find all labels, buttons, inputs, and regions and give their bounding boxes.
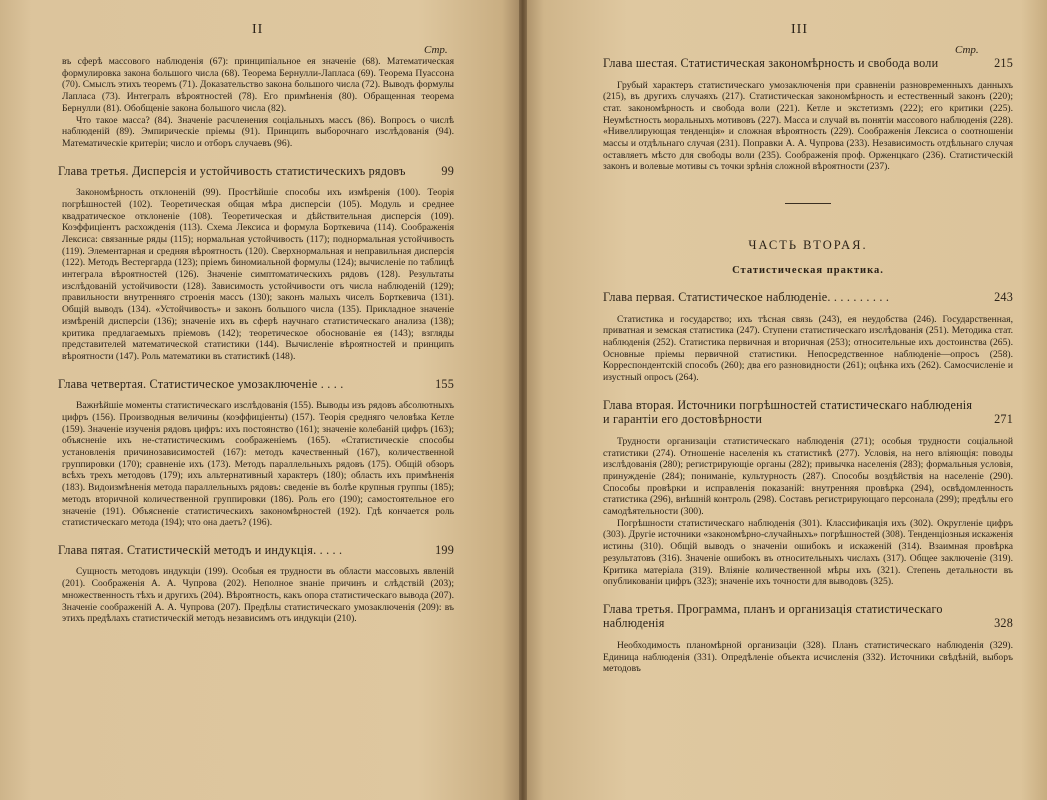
page-column-label: Стр. <box>424 44 448 56</box>
chapter-description: Грубый характеръ статистическаго умозаключенія при сравненіи разновременныхъ данныхъ (215), въ другихъ случаяхъ (217). Статистическая закономѣрность и естественный законъ (220); стат. закономѣрность и свобода воли (221). Кетле и экстетизмъ (222); его критики (225). Неумѣстность моральныхъ мотивовъ (227). Масса и случай въ понятіи массового наблюденія (228). «Нивеллирующая тенденція» и сложная вѣроятность (229). Соображенія Лексиса о соотношеніи массы и отдѣльнаго случая (231). Поправки А. А. Чупрова (233). Независимость отдѣльнаго случая оставляетъ мѣсто для свободы воли (235). Соображенія проф. Орженцкаго (236). Статистическій законъ и волевые мотивы съ точки зрѣнія сложной вѣроятности (237). <box>603 79 1013 173</box>
chapter-heading <box>603 398 1013 427</box>
chapter-heading <box>58 543 454 558</box>
part-subtitle: Статистическая практика. <box>732 265 884 277</box>
chapter-title: Глава пятая. Статистическій методъ и индукція. . . . . <box>58 542 343 557</box>
chapter-description: въ сферѣ массового наблюденія (67): принципіальное ея значеніе (68). Математическая формулировка закона большого числа (68). Теорема Бернулли-Лапласа (69). Теорема Пуассона (70). Смыслъ этихъ теоремъ (71). Доказательство закона большого числа (72). Выводъ формулы Лапласа (73). Интегралъ вѣроятностей (78). Его примѣненія (80). Обращенная теорема Бернулли (81). Обобщеніе закона большого числа (82). <box>62 56 454 114</box>
chapter-description: Что такое масса? (84). Значеніе расчленения соціальныхъ массъ (86). Вопросъ о числѣ наблюденій (89). Эмпирическіе пріемы (91). Принципъ выборочнаго изслѣдованія (94). Математическіе критеріи; число и отборъ случаевъ (96). <box>62 114 454 149</box>
book-gutter <box>519 0 527 800</box>
chapter-page-number: 99 <box>441 163 454 178</box>
right-page <box>523 0 1047 800</box>
chapter-heading <box>603 56 1013 71</box>
chapter-heading <box>58 377 454 392</box>
chapter-title: Глава шестая. Статистическая закономѣрность и свобода воли <box>603 56 939 70</box>
page-number: II <box>252 22 264 37</box>
chapter-page-number: 271 <box>994 412 1013 427</box>
chapter-page-number: 215 <box>994 56 1013 70</box>
chapter-page-number: 155 <box>435 376 454 391</box>
chapter-description: Важнѣйшіе моменты статистическаго изслѣдованія (155). Выводы изъ рядовъ абсолютныхъ цифръ (156). Производныя величины (коэффиціенты) (157). Теорія средняго человѣка Кетле (159). Значеніе изученія рядовъ цифръ: ихъ постоянство (161); значеніе колебаній цифръ (163); объясненіе ихъ не-статистическимъ соображеніемъ (165). «Статистическіе способы установленія причинозависимостей (167): методъ качественный (167), количественной группировки (170); сравненіе ихъ (173). Методъ параллельныхъ рядовъ (175). Общій обзоръ всѣхъ трехъ методовъ (179); ихъ альтернативный характеръ (180); область ихъ примѣненія (183). Видоизмѣненія метода параллельныхъ рядовъ: сведеніе въ болѣе крупныя группы (185); методъ вторичной количественной группировки (186). Роль его (190); самостоятельное его значеніе (191). Объясненіе статистическихъ закономѣрностей (192). Гдѣ кончается роль статистическаго метода (194); что она даетъ? (196). <box>62 400 454 529</box>
chapter-heading <box>603 290 1013 305</box>
chapter-title: Глава вторая. Источники погрѣшностей статистическаго наблюденія и гарантіи его достовѣрности <box>603 397 973 427</box>
chapter-page-number: 243 <box>994 290 1013 305</box>
chapter-description: Сущность методовъ индукціи (199). Особыя ея трудности въ области массовыхъ явленій (201). Соображенія А. А. Чупрова (202). Неполное знаніе причинъ и слѣдствій (203); множественность тѣхъ и другихъ (204). Вѣроятность, какъ опора статистическаго вывода (207). Значеніе соображеній А. А. Чупрова (207). Предѣлы статистическаго умозаключенія (209): въ этихъ предѣлахъ статистическій методъ независимъ отъ индукціи (210). <box>62 566 454 625</box>
chapter-page-number: 199 <box>435 542 454 557</box>
chapter-description: Трудности организаціи статистическаго наблюденія (271); особыя трудности соціальной статистики (274). Отношеніе населенія къ статистикѣ (277). Условія, на него вліяющія: поводы изслѣдованія (280); регистрирующіе органы (282); привычка населенія (283); формальныя условія, принужденіе (284); пониманіе, культурность (287). Способы воздѣйствія на населеніе (290). Способы провѣрки и исправленія показаній: внутренняя провѣрка (294), освѣдомленность статистика (296), внѣшній контроль (298). Составъ регистрирующаго персонала (299); предѣлы его самодѣятельности (300). <box>603 435 1013 518</box>
toc-entries <box>603 56 1013 675</box>
part-title: ЧАСТЬ ВТОРАЯ. <box>748 238 868 253</box>
chapter-title: Глава третья. Дисперсія и устойчивость статистическихъ рядовъ <box>58 163 406 178</box>
chapter-heading <box>603 602 1013 631</box>
chapter-title: Глава четвертая. Статистическое умозаключеніе . . . . <box>58 376 344 391</box>
chapter-description: Погрѣшности статистическаго наблюденія (301). Классификація ихъ (302). Округленіе цифръ (303). Другіе источники «закономѣрно-случайныхъ» погрѣшностей (308). Тенденціозныя искаженія истины (310). Общій выводъ о значеніи ошибокъ и искаженій (314). Взаимная провѣрка результатовъ (316). Значеніе ошибокъ въ относительныхъ числахъ (317). Общее заключеніе (319). Критика матеріала (319). Вліяніе количественной мѣры ихъ (321). Степень детальности въ опубликованіи цифръ (323); значеніе ихъ точности для выводовъ (325). <box>603 517 1013 588</box>
left-page <box>0 0 523 800</box>
toc-entries <box>58 56 454 625</box>
page-column-label: Стр. <box>955 44 979 56</box>
chapter-page-number: 328 <box>994 616 1013 631</box>
chapter-description: Статистика и государство; ихъ тѣсная связь (243), ея неудобства (246). Государственная, приватная и земская статистика (247). Ступени статистическаго изслѣдованія (251). Методика стат. наблюденія (252). Статистика первичная и вторичная (253); относительные ихъ достоинства (265). Основные пріемы первичной статистики. Непосредственное наблюденіе—опросъ (258). Корреспондентскій способъ (260); два его разновидности (261); оцѣнка ихъ (262). Самосчисленіе и изустный опросъ (264). <box>603 313 1013 384</box>
chapter-description: Закономѣрность отклоненій (99). Простѣйшіе способы ихъ измѣренія (100). Теорія погрѣшностей (102). Теоретическая общая мѣра дисперсіи (105). Модуль и среднее квадратическое отклоненіе (108). Теоретическая и дѣйствительная дисперсія (109). Коэффиціентъ расхожденія (113). Схема Лексиса и формула Борткевича (114). Соображенія Лексиса: связанные ряды (115); нормальная устойчивость (117); поднормальная устойчивость (119). Элементарная и средняя вѣроятность (120). Сверхнормальная и неправильная дисперсія (122). Методъ Вестергарда (123); пріемъ биномиальной формулы (124); вычисленіе по таблицѣ интеграла вѣроятностей (126). Значеніе симптоматическихъ рядовъ (128). Результаты изслѣдованій устойчивости (128). Зависимость устойчивости отъ числа наблюденій (129); правильности внутренняго строенія массъ (130); законъ малыхъ чиселъ Борткевича (131). Общій выводъ (134). «Устойчивость» и законъ большого числа (135). Прикладное значеніе измѣреній дисперсіи (136); значеніе ихъ въ сферѣ научнаго статистическаго анализа (138); критика предлагаемыхъ пріемовъ (142); теоретическое обоснованіе ея (143); взгляды представителей математической статистики (144). Вычисленіе вѣроятностей и принципъ вѣроятности (147). Роль математики въ статистикѣ (148). <box>62 187 454 362</box>
chapter-title: Глава первая. Статистическое наблюденіе. . . . . . . . . . <box>603 290 890 305</box>
section-divider <box>785 203 831 204</box>
chapter-description: Необходимость планомѣрной организаціи (328). Планъ статистическаго наблюденія (329). Единица наблюденія (331). Опредѣленіе объекта исчисленія (332). Источники свѣдѣній, выборъ методовъ <box>603 639 1013 675</box>
page-number: III <box>791 22 808 37</box>
chapter-heading <box>58 164 454 179</box>
chapter-title: Глава третья. Программа, планъ и организація статистическаго наблюденія <box>603 601 943 631</box>
